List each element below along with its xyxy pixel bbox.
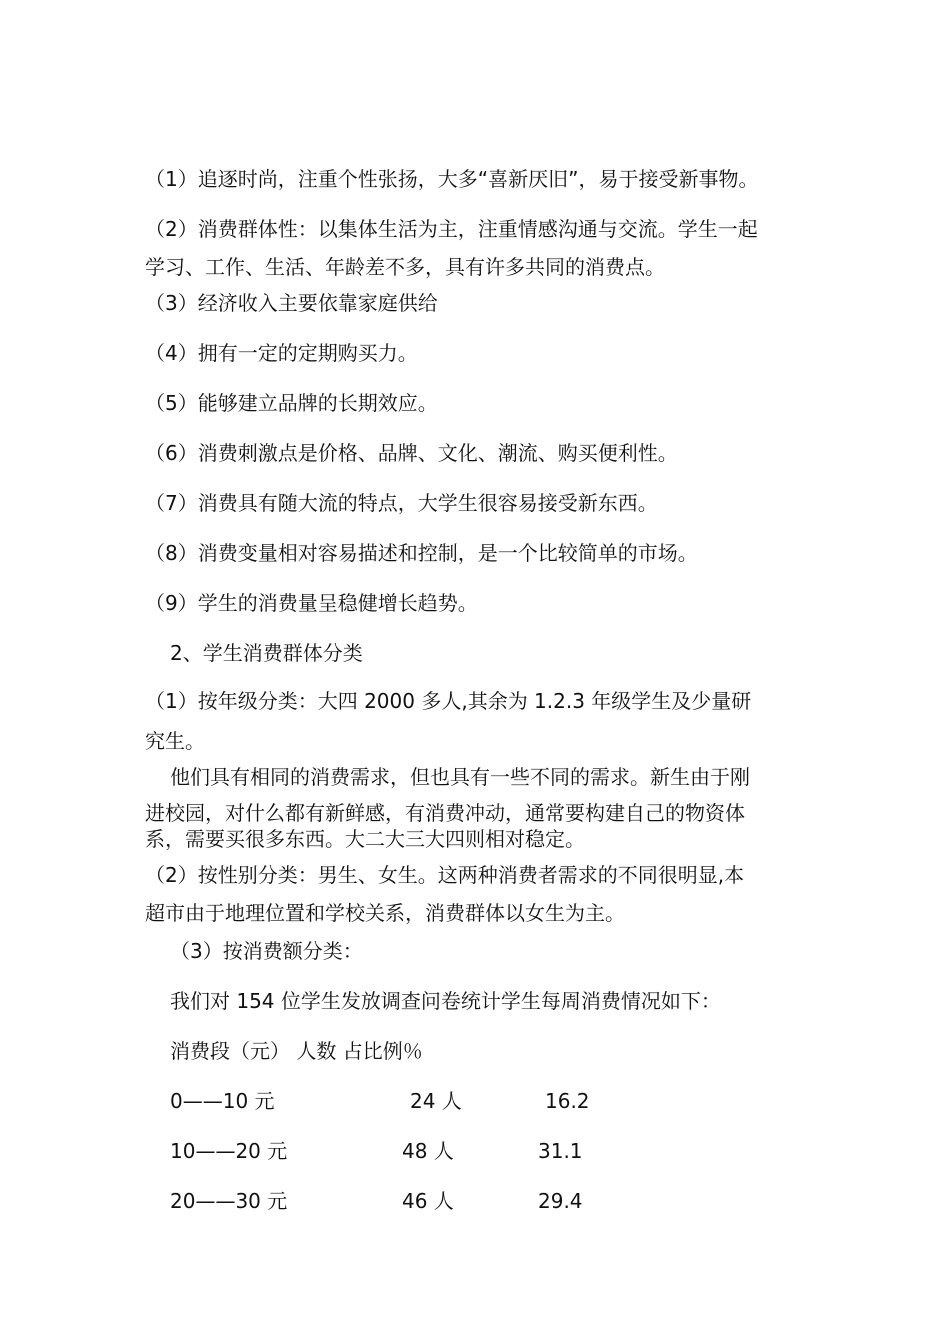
section-heading: 2、学生消费群体分类: [170, 641, 363, 665]
table-cell-percent: 29.4: [538, 1189, 583, 1213]
paragraph-line-6: （5）能够建立品牌的长期效应。: [145, 391, 438, 415]
table-cell-range: 20——30 元: [170, 1189, 288, 1213]
paragraph-line-12: 究生。: [145, 729, 205, 753]
paragraph-line-3: 学习、工作、生活、年龄差不多，具有许多共同的消费点。: [145, 255, 665, 279]
survey-intro: 我们对 154 位学生发放调查问卷统计学生每周消费情况如下：: [170, 989, 721, 1013]
paragraph-line-13: 他们具有相同的消费需求，但也具有一些不同的需求。新生由于刚: [170, 765, 750, 789]
paragraph-line-1: （1）追逐时尚，注重个性张扬，大多“喜新厌旧”，易于接受新事物。: [145, 167, 759, 191]
table-cell-range: 10——20 元: [170, 1139, 288, 1163]
paragraph-line-10: （9）学生的消费量呈稳健增长趋势。: [145, 591, 478, 615]
paragraph-line-14: 进校园，对什么都有新鲜感，有消费冲动，通常要构建自己的物资体: [145, 801, 745, 825]
paragraph-line-16: （2）按性别分类：男生、女生。这两种消费者需求的不同很明显,本: [145, 863, 745, 887]
paragraph-line-4: （3）经济收入主要依靠家庭供给: [145, 291, 438, 315]
table-cell-percent: 16.2: [545, 1089, 590, 1113]
paragraph-line-11: （1）按年级分类：大四 2000 多人,其余为 1.2.3 年级学生及少量研: [145, 689, 752, 713]
paragraph-line-15: 系，需要买很多东西。大二大三大四则相对稳定。: [145, 827, 585, 851]
paragraph-line-7: （6）消费刺激点是价格、品牌、文化、潮流、购买便利性。: [145, 441, 678, 465]
paragraph-line-8: （7）消费具有随大流的特点，大学生很容易接受新东西。: [145, 491, 658, 515]
table-cell-count: 46 人: [402, 1189, 454, 1213]
table-cell-count: 24 人: [410, 1089, 462, 1113]
table-header: 消费段（元） 人数 占比例％: [170, 1039, 423, 1063]
paragraph-line-2: （2）消费群体性：以集体生活为主，注重情感沟通与交流。学生一起: [145, 217, 758, 241]
table-cell-count: 48 人: [402, 1139, 454, 1163]
table-cell-range: 0——10 元: [170, 1089, 275, 1113]
paragraph-line-5: （4）拥有一定的定期购买力。: [145, 341, 418, 365]
paragraph-line-18: （3）按消费额分类：: [170, 939, 363, 963]
table-cell-percent: 31.1: [538, 1139, 583, 1163]
paragraph-line-17: 超市由于地理位置和学校关系，消费群体以女生为主。: [145, 901, 625, 925]
paragraph-line-9: （8）消费变量相对容易描述和控制，是一个比较简单的市场。: [145, 541, 698, 565]
